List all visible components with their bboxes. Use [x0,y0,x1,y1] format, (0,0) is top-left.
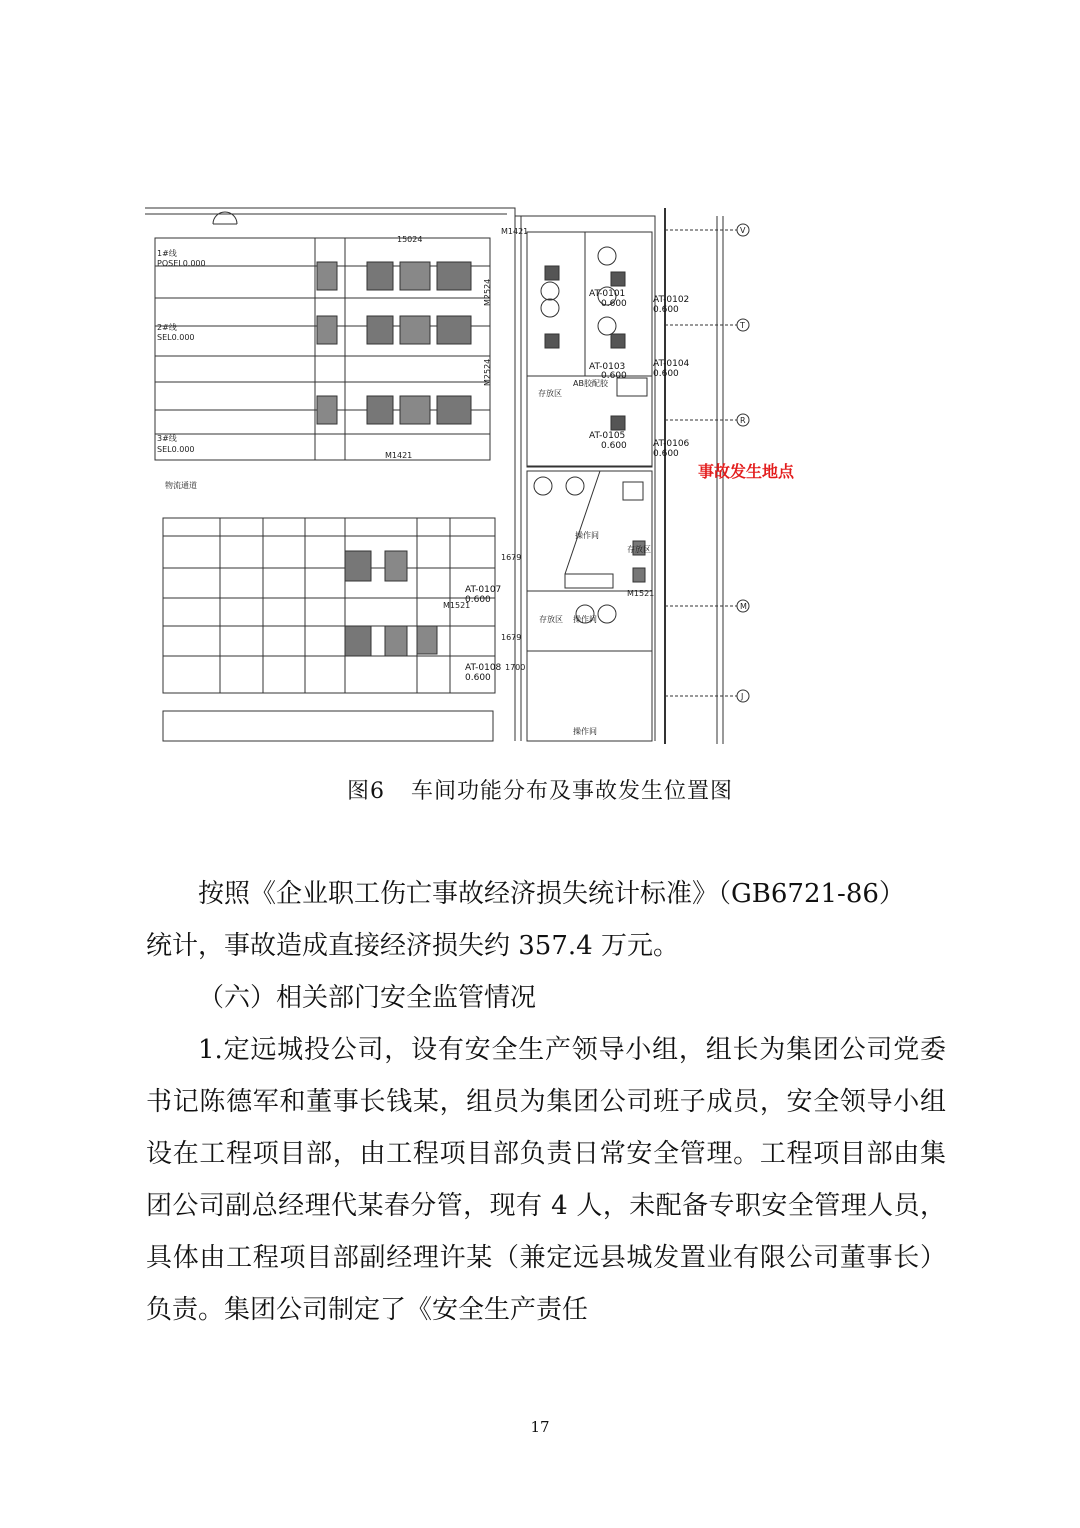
door-m1521-b: M1521 [443,601,471,610]
label-at-0104: AT-0104 [653,359,690,369]
line-1-label: 1#线 [157,249,177,258]
floor-plan-drawing [145,196,755,746]
paragraph-1: 按照《企业职工伤亡事故经济损失统计标准》（GB6721-86） [198,879,905,909]
value-at-0102: 0.600 [653,305,679,315]
label-at-0105: AT-0105 [589,431,626,441]
dimension-1679-a: 1679 [501,553,522,562]
section-heading: （六）相关部门安全监管情况 [198,983,537,1013]
value-at-0108: 0.600 [465,673,491,683]
door-m1521-a: M1521 [627,589,655,598]
dimension-top: 15024 [397,235,423,244]
line-3-label: 3#线 [157,434,177,443]
dimension-1679-b: 1679 [501,633,522,642]
figure-title: 车间功能分布及事故发生位置图 [410,779,733,804]
label-at-0108: AT-0108 [465,663,502,673]
value-at-0103: 0.600 [601,371,627,381]
page-number: 17 [530,1418,550,1436]
line-3-elevation: SEL0.000 [157,445,195,454]
floor-plan-figure [145,196,755,746]
value-at-0104: 0.600 [653,369,679,379]
axis-m: M [740,602,747,611]
room-ab-glue: AB胶配胶 [573,379,608,388]
line-2-label: 2#线 [157,323,177,332]
label-at-0103: AT-0103 [589,362,626,372]
figure-caption [0,774,1080,805]
label-at-0102: AT-0102 [653,295,690,305]
body-text [146,868,946,1336]
value-at-0105: 0.600 [601,441,627,451]
door-m1421-a: M1421 [501,227,529,236]
label-at-0101: AT-0101 [589,289,626,299]
corridor-label: 物流通道 [165,481,197,490]
paragraph-2: 统计，事故造成直接经济损失约 357.4 万元。 [146,931,679,961]
door-m2524-b: M2524 [483,358,492,386]
storage-area-3: 存放区 [539,615,563,624]
value-at-0107: 0.600 [465,595,491,605]
line-1-elevation: POSEL0.000 [157,259,206,268]
storage-area-2: 存放区 [627,545,651,554]
line-2-elevation: SEL0.000 [157,333,195,342]
axis-r: R [740,416,746,425]
paragraph-3: 1.定远城投公司，设有安全生产领导小组，组长为集团公司党委书记陈德军和董事长钱某，组员为集团公司班子成员，安全领导小组设在工程项目部，由工程项目部负责日常安全管理。工程项目部由集团公司副总经理代某春分管，现有 4 人，未配备专职安全管理人员，具体由工程项目部副经理许某（兼定远县城发置业有限公司董事长）负责。集团公司制定了《安全生产责任 [146,1035,946,1325]
door-m2524-a: M2524 [483,278,492,306]
room-operation-1: 操作间 [575,531,599,540]
label-at-0107: AT-0107 [465,585,502,595]
storage-area-1: 存放区 [538,389,562,398]
axis-j: J [741,692,744,701]
label-at-0106: AT-0106 [653,439,690,449]
room-operation-3: 操作间 [573,727,597,736]
accident-location-label: 事故发生地点 [698,462,795,481]
axis-v: V [740,226,746,235]
door-m1421-b: M1421 [385,451,413,460]
dimension-1700: 1700 [505,663,526,672]
value-at-0101: 0.600 [601,299,627,309]
axis-t: T [740,321,745,330]
value-at-0106: 0.600 [653,449,679,459]
room-operation-2: 操作间 [573,615,597,624]
figure-number: 图6 [346,779,385,804]
